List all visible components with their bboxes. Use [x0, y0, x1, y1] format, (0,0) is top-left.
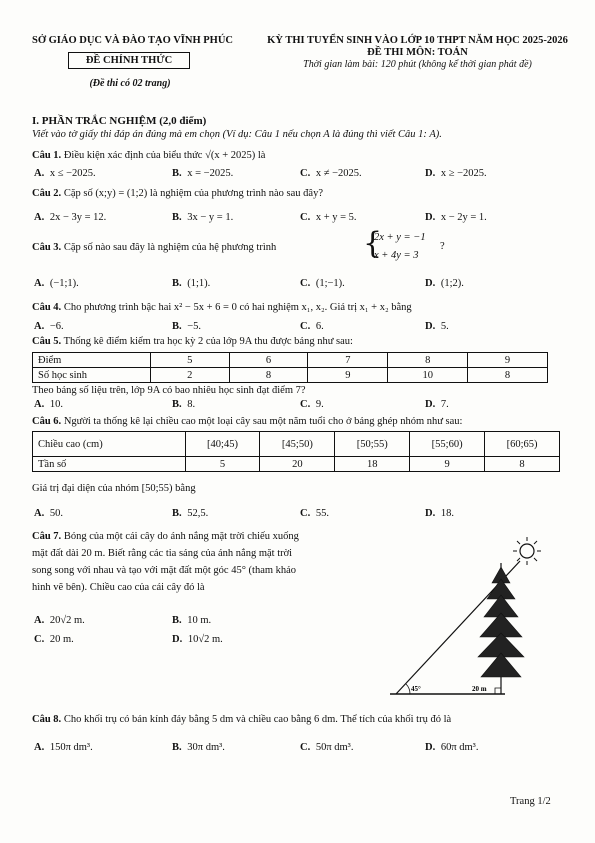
- system-equation-1: 2x + y = −1: [374, 232, 426, 243]
- option-c: [34, 634, 74, 645]
- question-6-followup: Giá trị đại diện của nhóm [50;55) bằng: [32, 483, 196, 494]
- option-c: [300, 742, 353, 753]
- question-7: [32, 531, 299, 542]
- option-letter: C.: [34, 634, 45, 645]
- option-value: 5.: [438, 321, 449, 332]
- option-b: [172, 278, 210, 289]
- options-q1: [0, 168, 595, 182]
- question-text-line-1: Bóng của một cái cây do ánh nắng mặt trời chiếu xuống: [63, 531, 299, 542]
- option-letter: A.: [34, 321, 45, 332]
- option-a: [34, 399, 63, 410]
- exam-title: KỲ THI TUYỂN SINH VÀO LỚP 10 THPT NĂM HỌC 2025-2026: [267, 35, 568, 46]
- table-cell: 7: [308, 353, 388, 368]
- question-text: Điều kiện xác định của biểu thức √(x + 2025) là: [63, 150, 266, 161]
- question-text: Cặp số (x;y) = (1;2) là nghiệm của phương trình nào sau đây?: [63, 188, 324, 199]
- question-5: [32, 336, 353, 347]
- question-label: Câu 6.: [32, 416, 62, 427]
- question-6: [32, 416, 462, 427]
- option-value: 6.: [313, 321, 324, 332]
- option-letter: D.: [425, 399, 436, 410]
- score-table: [32, 352, 548, 383]
- option-letter: A.: [34, 278, 45, 289]
- question-label: Câu 3.: [32, 242, 62, 253]
- option-letter: B.: [172, 212, 182, 223]
- option-value: x = −2025.: [184, 168, 234, 179]
- tree-icon: [478, 567, 524, 677]
- question-label: Câu 8.: [32, 714, 62, 725]
- option-d: [425, 399, 449, 410]
- question-label: Câu 1.: [32, 150, 62, 161]
- question-3: [32, 242, 276, 253]
- option-value: −5.: [184, 321, 202, 332]
- option-b: [172, 168, 233, 179]
- pages-note: (Đề thi có 02 trang): [89, 78, 171, 89]
- option-d: [425, 212, 487, 223]
- option-c: [300, 508, 329, 519]
- option-a: [34, 508, 63, 519]
- option-value: (−1;1).: [47, 278, 79, 289]
- options-q8: [0, 742, 595, 756]
- table-cell: [50;55): [335, 432, 410, 457]
- option-value: 150π dm³.: [47, 742, 93, 753]
- option-value: 20√2 m.: [47, 615, 85, 626]
- option-a: [34, 615, 85, 626]
- option-value: 18.: [438, 508, 454, 519]
- option-letter: D.: [425, 508, 436, 519]
- option-b: [172, 212, 233, 223]
- option-letter: D.: [172, 634, 183, 645]
- option-value: (1;−1).: [313, 278, 345, 289]
- question-7-line-2: mặt đất dài 20 m. Biết rằng các tia sáng của ánh nắng mặt trời: [32, 548, 293, 559]
- question-text: Thống kê điểm kiểm tra học kỳ 2 của lớp 9A thu được bảng như sau:: [63, 336, 353, 347]
- official-label: ĐỀ CHÍNH THỨC: [68, 52, 190, 69]
- option-value: 10 m.: [184, 615, 212, 626]
- option-c: [300, 278, 345, 289]
- question-text: Cho phương trình bậc hai x² − 5x + 6 = 0 có hai nghiệm x₁, x₂. Giá trị x₁ + x₂ bằng: [63, 302, 412, 313]
- options-q5: [0, 399, 595, 413]
- table-cell: 6: [229, 353, 308, 368]
- option-value: x ≥ −2025.: [438, 168, 487, 179]
- option-value: 8.: [184, 399, 196, 410]
- question-7-line-4: hình vẽ bên). Chiều cao của cái cây đó là: [32, 582, 205, 593]
- option-value: x + y = 5.: [313, 212, 357, 223]
- option-value: 30π dm³.: [184, 742, 225, 753]
- option-c: [300, 212, 357, 223]
- option-d: [425, 321, 449, 332]
- page-number: Trang 1/2: [510, 796, 551, 807]
- option-a: [34, 168, 96, 179]
- question-8: [32, 714, 451, 725]
- option-letter: D.: [425, 321, 436, 332]
- option-letter: D.: [425, 742, 436, 753]
- department-name: SỞ GIÁO DỤC VÀ ĐÀO TẠO VĨNH PHÚC: [32, 35, 233, 46]
- table-cell: Tần số: [33, 457, 186, 472]
- option-letter: D.: [425, 212, 436, 223]
- option-b: [172, 615, 211, 626]
- option-d: [425, 508, 454, 519]
- table-row: [33, 353, 548, 368]
- option-letter: A.: [34, 168, 45, 179]
- table-cell: 10: [388, 368, 468, 383]
- option-value: (1;1).: [184, 278, 211, 289]
- sun-icon: [513, 537, 541, 565]
- question-4: [32, 302, 412, 313]
- option-letter: D.: [425, 168, 436, 179]
- options-q6: [0, 508, 595, 522]
- option-value: 55.: [313, 508, 329, 519]
- question-label: Câu 7.: [32, 531, 62, 542]
- table-cell: Điểm: [33, 353, 151, 368]
- option-letter: A.: [34, 615, 45, 626]
- option-d: [425, 168, 487, 179]
- option-value: 3x − y = 1.: [184, 212, 234, 223]
- option-letter: B.: [172, 278, 182, 289]
- option-value: x ≠ −2025.: [313, 168, 362, 179]
- option-b: [172, 508, 208, 519]
- table-cell: [45;50): [260, 432, 335, 457]
- options-q3: [0, 278, 595, 292]
- option-letter: A.: [34, 212, 45, 223]
- question-label: Câu 2.: [32, 188, 62, 199]
- exam-subject: ĐỀ THI MÔN: TOÁN: [367, 47, 468, 58]
- question-text: Cặp số nào sau đây là nghiệm của hệ phương trình: [63, 242, 277, 253]
- table-cell: 8: [468, 368, 548, 383]
- option-c: [300, 168, 362, 179]
- question-label: Câu 4.: [32, 302, 62, 313]
- option-value: 52,5.: [184, 508, 209, 519]
- question-label: Câu 5.: [32, 336, 62, 347]
- table-cell: 9: [308, 368, 388, 383]
- option-letter: A.: [34, 399, 45, 410]
- section-instruction: Viết vào tờ giấy thi đáp án đúng mà em chọn (Ví dụ: Câu 1 nếu chọn A là đúng thì viết Câu 1: A).: [32, 129, 442, 140]
- option-letter: B.: [172, 399, 182, 410]
- system-equation-2: x + 4y = 3: [374, 250, 419, 261]
- option-value: −6.: [47, 321, 64, 332]
- option-value: 2x − 3y = 12.: [47, 212, 107, 223]
- table-cell: 8: [485, 457, 560, 472]
- option-letter: C.: [300, 168, 311, 179]
- section-title: I. PHẦN TRẮC NGHIỆM (2,0 điểm): [32, 115, 207, 127]
- question-1: [32, 150, 265, 161]
- option-value: (1;2).: [438, 278, 464, 289]
- question-text: Cho khối trụ có bán kính đáy bằng 5 dm và chiều cao bằng 6 dm. Thể tích của khối trụ đó là: [63, 714, 452, 725]
- option-value: 9.: [313, 399, 324, 410]
- height-table: [32, 431, 560, 472]
- option-d: [425, 278, 464, 289]
- option-value: x − 2y = 1.: [438, 212, 487, 223]
- table-cell: 9: [468, 353, 548, 368]
- option-letter: B.: [172, 742, 182, 753]
- option-b: [172, 321, 201, 332]
- option-letter: A.: [34, 508, 45, 519]
- option-c: [300, 321, 324, 332]
- option-value: 50π dm³.: [313, 742, 354, 753]
- option-b: [172, 399, 195, 410]
- option-value: 20 m.: [47, 634, 74, 645]
- option-value: 50.: [47, 508, 63, 519]
- option-letter: C.: [300, 508, 311, 519]
- angle-label: 45°: [411, 685, 421, 693]
- shadow-length-label: 20 m: [472, 685, 487, 693]
- option-a: [34, 321, 64, 332]
- table-cell: [60;65): [485, 432, 560, 457]
- option-a: [34, 742, 93, 753]
- option-letter: C.: [300, 399, 311, 410]
- option-letter: B.: [172, 321, 182, 332]
- option-a: [34, 278, 79, 289]
- option-letter: B.: [172, 168, 182, 179]
- option-letter: C.: [300, 321, 311, 332]
- option-value: x ≤ −2025.: [47, 168, 96, 179]
- option-d: [172, 634, 223, 645]
- table-cell: 20: [260, 457, 335, 472]
- table-cell: [55;60): [410, 432, 485, 457]
- option-value: 60π dm³.: [438, 742, 479, 753]
- table-cell: 5: [150, 353, 229, 368]
- system-question-mark: ?: [440, 241, 445, 252]
- tree-shadow-figure: [380, 527, 555, 702]
- table-cell: 8: [229, 368, 308, 383]
- option-a: [34, 212, 106, 223]
- option-letter: A.: [34, 742, 45, 753]
- option-letter: B.: [172, 615, 182, 626]
- options-q2: [0, 212, 595, 226]
- table-cell: Số học sinh: [33, 368, 151, 383]
- option-letter: B.: [172, 508, 182, 519]
- option-b: [172, 742, 225, 753]
- table-row: [33, 432, 560, 457]
- options-q4: [0, 321, 595, 335]
- option-letter: D.: [425, 278, 436, 289]
- question-text: Người ta thống kê lại chiều cao một loại cây sau một năm tuổi cho ở bảng ghép nhóm như sau:: [63, 416, 463, 427]
- question-7-line-3: song song với nhau và tạo với mặt đất một góc 45° (tham khảo: [32, 565, 297, 576]
- table-cell: 9: [410, 457, 485, 472]
- question-5-followup: Theo bảng số liệu trên, lớp 9A có bao nhiêu học sinh đạt điểm 7?: [32, 385, 306, 396]
- table-cell: [40;45): [185, 432, 260, 457]
- question-2: [32, 188, 323, 199]
- option-letter: C.: [300, 742, 311, 753]
- table-cell: 8: [388, 353, 468, 368]
- option-value: 10.: [47, 399, 63, 410]
- option-d: [425, 742, 478, 753]
- table-cell: 5: [185, 457, 260, 472]
- table-cell: 18: [335, 457, 410, 472]
- time-note: Thời gian làm bài: 120 phút (không kể thời gian phát đề): [303, 59, 532, 70]
- table-row: [33, 457, 560, 472]
- option-letter: C.: [300, 212, 311, 223]
- table-cell: Chiều cao (cm): [33, 432, 186, 457]
- option-c: [300, 399, 324, 410]
- table-row: [33, 368, 548, 383]
- option-value: 7.: [438, 399, 449, 410]
- option-value: 10√2 m.: [185, 634, 223, 645]
- table-cell: 2: [150, 368, 229, 383]
- system-brace: {: [363, 226, 383, 261]
- option-letter: C.: [300, 278, 311, 289]
